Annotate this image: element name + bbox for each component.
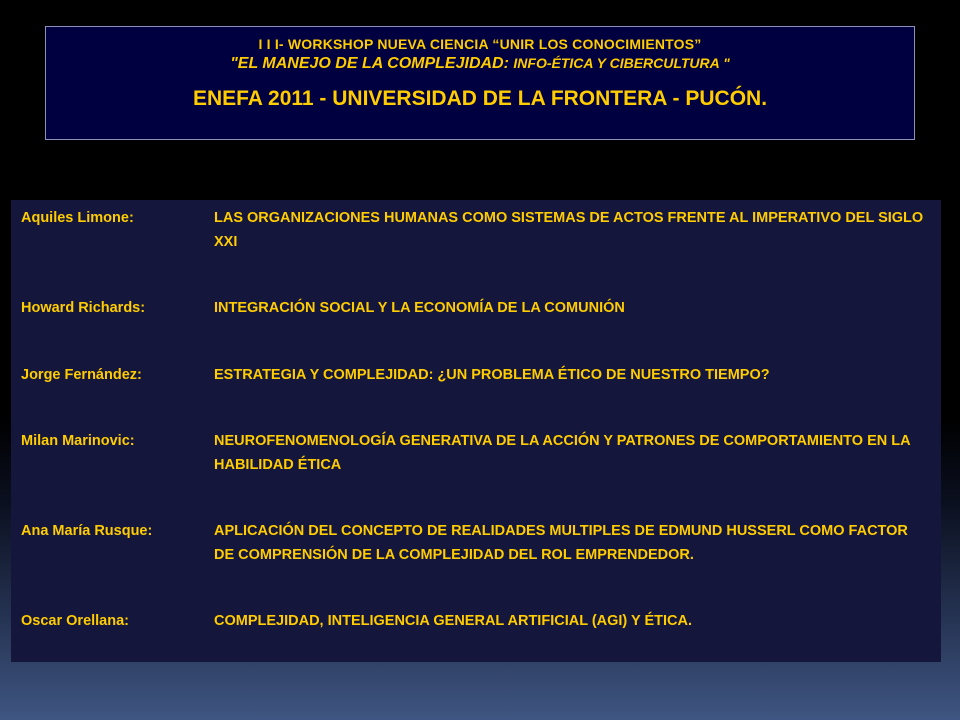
speaker-name: Oscar Orellana: [21,613,129,629]
talk-title: ESTRATEGIA Y COMPLEJIDAD: ¿UN PROBLEMA ÉTICO DE NUESTRO TIEMPO? [214,367,770,383]
speaker-name: Jorge Fernández: [21,367,142,383]
workshop-title: I I I- WORKSHOP NUEVA CIENCIA “UNIR LOS CONOCIMIENTOS” [258,36,702,52]
subtitle-main: "EL MANEJO DE LA COMPLEJIDAD: [230,55,514,72]
talk-title: COMPLEJIDAD, INTELIGENCIA GENERAL ARTIFICIAL (AGI) Y ÉTICA. [214,613,692,629]
workshop-subtitle [46,55,914,73]
event-line: ENEFA 2011 - UNIVERSIDAD DE LA FRONTERA - PUCÓN. [192,87,768,110]
subtitle-rest: INFO-ÉTICA Y CIBERCULTURA " [513,55,730,71]
speaker-name: Milan Marinovic: [21,433,135,449]
talk-title: INTEGRACIÓN SOCIAL Y LA ECONOMÍA DE LA COMUNIÓN [214,300,625,316]
speaker-name: Howard Richards: [21,300,146,316]
program-panel [11,200,941,662]
talk-title: LAS ORGANIZACIONES HUMANAS COMO SISTEMAS DE ACTOS FRENTE AL IMPERATIVO DEL SIGLO XXI [214,210,924,250]
talk-title: APLICACIÓN DEL CONCEPTO DE REALIDADES MULTIPLES DE EDMUND HUSSERL COMO FACTOR DE COMPRENSIÓN DE LA COMPLEJIDAD DEL ROL EMPRENDEDOR. [214,523,908,563]
talk-title: NEUROFENOMENOLOGÍA GENERATIVA DE LA ACCIÓN Y PATRONES DE COMPORTAMIENTO EN LA HABILIDAD ÉTICA [214,433,911,473]
speaker-name: Aquiles Limone: [21,210,134,226]
speaker-name: Ana María Rusque: [21,523,153,539]
title-box [45,26,915,140]
